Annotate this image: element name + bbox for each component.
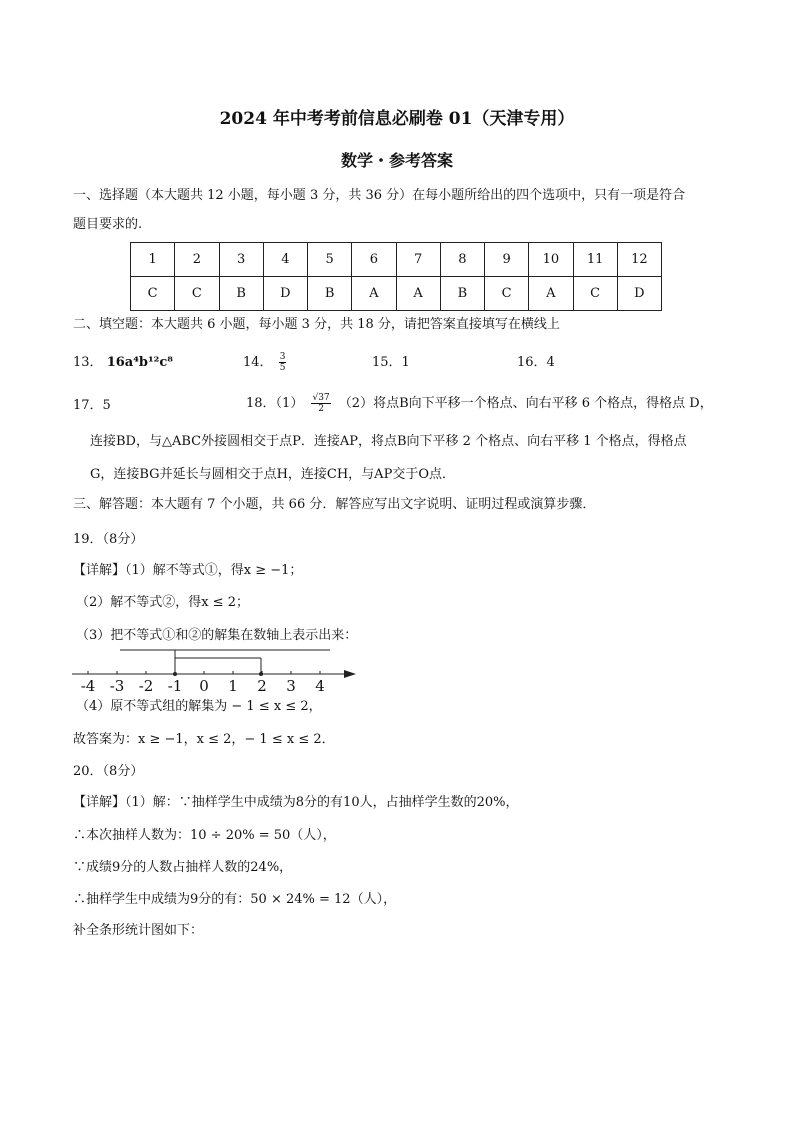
number-line-diagram bbox=[60, 644, 370, 696]
section1-heading-line2: 题目要求的. bbox=[73, 217, 143, 232]
q19-line2: （2）解不等式②，得x ≤ 2； bbox=[76, 595, 250, 610]
q14-denominator: 5 bbox=[279, 363, 286, 373]
table-cell-answer: C bbox=[131, 277, 175, 311]
table-cell-number: 1 bbox=[131, 243, 175, 277]
q18-prefix: 18．（1） bbox=[246, 396, 304, 411]
table-cell-answer: C bbox=[175, 277, 219, 311]
answer-table-answer-row bbox=[131, 277, 662, 311]
q14 bbox=[243, 352, 288, 373]
q19-line1: 【详解】（1）解不等式①，得x ≥ −1； bbox=[73, 563, 303, 578]
q19-label: 19．（8分） bbox=[73, 532, 144, 547]
table-cell-answer: A bbox=[396, 277, 440, 311]
table-cell-answer: C bbox=[573, 277, 617, 311]
q18-line3: G，连接BG并延长与圆相交于点H，连接CH，与AP交于O点． bbox=[90, 467, 455, 482]
q16: 16．4 bbox=[517, 355, 555, 370]
q17: 17．5 bbox=[73, 398, 111, 413]
q15: 15．1 bbox=[372, 355, 410, 370]
q19-line5: 故答案为：x ≥ −1，x ≤ 2，− 1 ≤ x ≤ 2． bbox=[73, 732, 335, 747]
table-cell-number: 9 bbox=[485, 243, 529, 277]
q18-line1-text: （2）将点B向下平移一个格点、向右平移 6 个格点，得格点 D， bbox=[338, 396, 713, 411]
axis-tick-label: -1 bbox=[167, 677, 183, 695]
q13-answer: 16a⁴b¹²c⁸ bbox=[106, 355, 173, 370]
section3-heading: 三、解答题：本大题有 7 个小题，共 66 分．解答应写出文字说明、证明过程或演算步骤． bbox=[73, 497, 596, 512]
table-cell-number: 3 bbox=[219, 243, 263, 277]
table-cell-answer: B bbox=[308, 277, 352, 311]
table-cell-number: 4 bbox=[263, 243, 307, 277]
answer-table bbox=[130, 242, 662, 311]
q13-label: 13． bbox=[73, 355, 103, 370]
q20-line4: ∴抽样学生中成绩为9分的有：50 × 24% = 12（人）， bbox=[73, 892, 397, 907]
section2-heading: 二、填空题：本大题共 6 小题，每小题 3 分，共 18 分，请把答案直接填写在横线上 bbox=[73, 317, 560, 332]
table-cell-answer: B bbox=[440, 277, 484, 311]
q20-line3: ∵成绩9分的人数占抽样人数的24%， bbox=[73, 860, 293, 875]
q14-label: 14． bbox=[243, 355, 273, 370]
q20-label: 20．（8分） bbox=[73, 764, 144, 779]
table-cell-number: 2 bbox=[175, 243, 219, 277]
q20-line5: 补全条形统计图如下： bbox=[73, 923, 204, 938]
axis-tick-label: 2 bbox=[257, 677, 267, 695]
axis-tick-label: 4 bbox=[315, 677, 325, 695]
answer-table-number-row bbox=[131, 243, 662, 277]
axis-tick-label: 3 bbox=[286, 677, 296, 695]
page-title: 2024 年中考考前信息必刷卷 01（天津专用） bbox=[219, 109, 575, 129]
q19-line3: （3）把不等式①和②的解集在数轴上表示出来： bbox=[76, 628, 358, 643]
q14-fraction bbox=[279, 352, 287, 373]
q13 bbox=[73, 354, 173, 372]
axis-arrow-icon bbox=[344, 670, 356, 678]
table-cell-number: 11 bbox=[573, 243, 617, 277]
table-cell-answer: B bbox=[219, 277, 263, 311]
q18-fraction bbox=[311, 393, 330, 414]
q18-line2: 连接BD，与△ABC外接圆相交于点P．连接AP，将点B向下平移 2 个格点、向右平移 1 个格点，得格点 bbox=[90, 434, 687, 449]
table-cell-number: 7 bbox=[396, 243, 440, 277]
q18-line1 bbox=[246, 393, 713, 414]
q18-numerator: √37 bbox=[312, 393, 330, 403]
axis-tick-label: -3 bbox=[109, 677, 125, 695]
table-cell-answer: A bbox=[529, 277, 573, 311]
table-cell-number: 12 bbox=[617, 243, 661, 277]
q20-line1: 【详解】（1）解：∵抽样学生中成绩为8分的有10人，占抽样学生数的20%， bbox=[73, 795, 519, 810]
table-cell-number: 5 bbox=[308, 243, 352, 277]
table-cell-number: 10 bbox=[529, 243, 573, 277]
q20-line2: ∴本次抽样人数为：10 ÷ 20% = 50（人）， bbox=[73, 828, 336, 843]
q19-line4: （4）原不等式组的解集为 − 1 ≤ x ≤ 2， bbox=[76, 699, 322, 714]
axis-ticks bbox=[81, 671, 325, 695]
q18-denominator: 2 bbox=[318, 404, 324, 414]
axis-tick-label: 1 bbox=[228, 677, 238, 695]
table-cell-number: 6 bbox=[352, 243, 396, 277]
section1-heading-line1: 一、选择题（本大题共 12 小题，每小题 3 分，共 36 分）在每小题所给出的四个选项中，只有一项是符合 bbox=[73, 188, 686, 203]
table-cell-answer: D bbox=[617, 277, 661, 311]
axis-tick-label: 0 bbox=[199, 677, 209, 695]
axis-tick-label: -2 bbox=[138, 677, 154, 695]
table-cell-answer: A bbox=[352, 277, 396, 311]
q14-numerator: 3 bbox=[279, 352, 286, 362]
table-cell-answer: D bbox=[263, 277, 307, 311]
table-cell-number: 8 bbox=[440, 243, 484, 277]
axis-tick-label: -4 bbox=[80, 677, 96, 695]
table-cell-answer: C bbox=[485, 277, 529, 311]
page-subtitle: 数学・参考答案 bbox=[340, 151, 453, 170]
